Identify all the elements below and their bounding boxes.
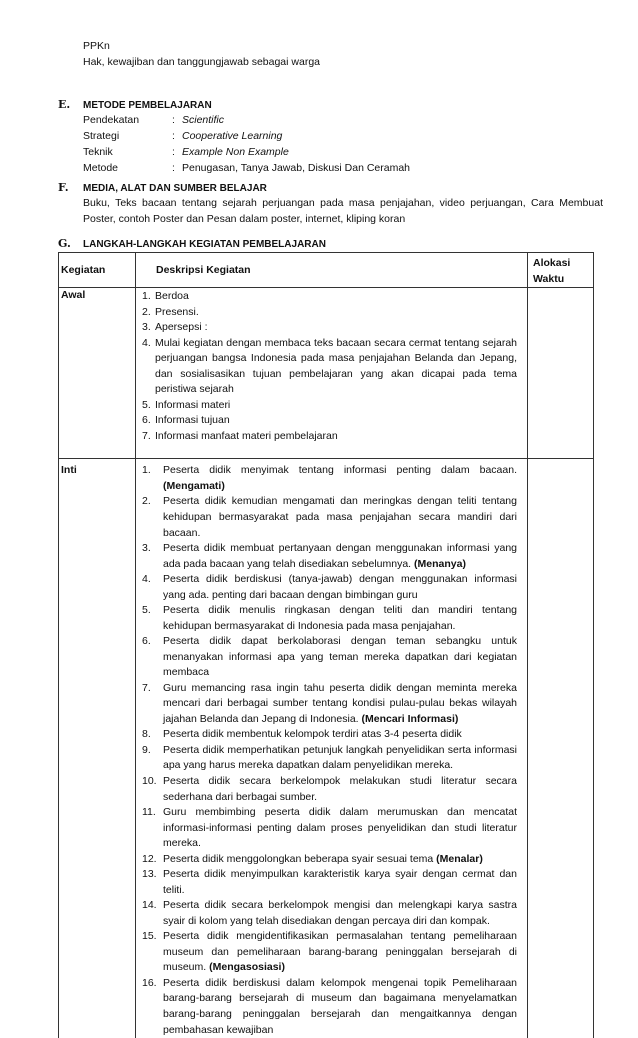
item-number: 2. bbox=[142, 305, 151, 318]
section-f-heading bbox=[58, 180, 603, 196]
item-body: Peserta didik menulis ringkasan dengan teliti dan mandiri tentang kehidupan bermasyarakat di Indonesia pada masa penjajahan. bbox=[163, 604, 517, 632]
item-body: Peserta didik mengidentifikasikan permasalahan tentang pemeliharaan museum dan pemeliharaan barang-barang peninggalan bersejarah di museum. bbox=[163, 930, 517, 974]
item-body: Informasi manfaat materi pembelajaran bbox=[155, 429, 338, 442]
colon: : bbox=[172, 114, 175, 126]
kegiatan-awal: Awal bbox=[59, 288, 136, 459]
item-text bbox=[155, 305, 517, 321]
list-item bbox=[142, 852, 517, 868]
list-item bbox=[142, 398, 517, 414]
item-text bbox=[163, 572, 517, 603]
list-item bbox=[142, 603, 517, 634]
method-value: Scientific bbox=[182, 114, 225, 126]
method-key: Teknik bbox=[83, 146, 113, 158]
section-f-letter: F. bbox=[58, 181, 69, 194]
item-body: Peserta didik kemudian mengamati dan meringkas dengan teliti tentang kehidupan bermasyarakat pada masa penjajahan secara mandiri dari bacaan. bbox=[163, 495, 517, 539]
topic-line: Hak, kewajiban dan tanggungjawab sebagai warga bbox=[83, 56, 320, 68]
item-text bbox=[163, 976, 517, 1038]
media-text: Buku, Teks bacaan tentang sejarah perjuangan pada masa penjajahan, video perjuangan, Cara Membuat Poster, contoh Poster dan Pesan dalam poster, internet, kliping koran bbox=[83, 197, 603, 225]
item-body: Informasi tujuan bbox=[155, 414, 230, 427]
subject-line: PPKn bbox=[83, 40, 110, 52]
method-value: Cooperative Learning bbox=[182, 130, 283, 142]
item-text bbox=[155, 320, 517, 336]
method-row bbox=[83, 113, 603, 129]
item-number: 4. bbox=[142, 573, 151, 586]
item-text bbox=[155, 398, 517, 414]
item-body: Peserta didik dapat berkolaborasi dengan teman sebangku untuk menanyakan informasi apa yang teman mereka dapatkan dari kegiatan membaca bbox=[163, 635, 517, 679]
inti-list bbox=[142, 461, 517, 1038]
list-item bbox=[142, 494, 517, 541]
item-body: Guru membimbing peserta didik dalam merumuskan dan mencatat informasi-informasi penting dalam proses penyelidikan dan studi literatur mereka. bbox=[163, 806, 517, 850]
item-text bbox=[163, 929, 517, 976]
item-number: 7. bbox=[142, 681, 151, 694]
item-number: 7. bbox=[142, 429, 151, 442]
item-text bbox=[163, 867, 517, 898]
activity-tag: (Mencari Informasi) bbox=[361, 712, 459, 725]
item-body: Peserta didik menggolongkan beberapa syair sesuai tema bbox=[163, 852, 434, 865]
item-body: Peserta didik membentuk kelompok terdiri atas 3-4 peserta didik bbox=[163, 728, 462, 741]
list-item bbox=[142, 413, 517, 429]
item-body: Presensi. bbox=[155, 305, 199, 318]
awal-list bbox=[142, 288, 517, 452]
section-g-letter: G. bbox=[58, 237, 71, 250]
method-key: Strategi bbox=[83, 130, 120, 142]
item-body: Guru memancing rasa ingin tahu peserta didik dengan meminta mereka mencari dari berbagai sumber tentang kondisi pulau-pulau bekas wilayah jajahan Belanda dan Jepang di Indonesia. bbox=[163, 681, 517, 725]
activities-table bbox=[58, 252, 594, 1038]
list-item bbox=[142, 681, 517, 728]
item-text bbox=[163, 774, 517, 805]
item-text bbox=[155, 289, 517, 305]
item-text bbox=[163, 805, 517, 852]
header-kegiatan: Kegiatan bbox=[59, 253, 136, 288]
item-text bbox=[163, 463, 517, 494]
item-number: 5. bbox=[142, 604, 151, 617]
item-body: Peserta didik menyimpulkan karakteristik karya syair dengan cermat dan teliti. bbox=[163, 868, 517, 896]
method-value: Example Non Example bbox=[182, 146, 289, 158]
method-value: Penugasan, Tanya Jawab, Diskusi Dan Ceramah bbox=[182, 162, 411, 174]
section-g-heading bbox=[58, 236, 603, 252]
colon: : bbox=[172, 146, 175, 158]
method-key: Metode bbox=[83, 162, 119, 174]
table-header-row bbox=[59, 253, 594, 288]
item-body: Peserta didik berdiskusi (tanya-jawab) dengan menggunakan informasi yang ada. penting dari bacaan dengan bimbingan guru bbox=[163, 573, 517, 601]
list-item bbox=[142, 541, 517, 572]
item-number: 15. bbox=[142, 930, 157, 943]
colon: : bbox=[172, 162, 175, 174]
list-item bbox=[142, 727, 517, 743]
list-item bbox=[142, 976, 517, 1038]
section-e-heading bbox=[58, 97, 603, 113]
section-g-title: LANGKAH-LANGKAH KEGIATAN PEMBELAJARAN bbox=[83, 239, 326, 250]
item-text bbox=[163, 898, 517, 929]
list-item bbox=[142, 805, 517, 852]
deskripsi-awal bbox=[136, 288, 528, 459]
list-item bbox=[142, 336, 517, 398]
item-text bbox=[163, 727, 517, 743]
table-row-inti bbox=[59, 459, 594, 1038]
activity-tag: (Mengasosiasi) bbox=[209, 961, 285, 974]
item-number: 13. bbox=[142, 868, 157, 881]
item-number: 12. bbox=[142, 852, 157, 865]
item-text bbox=[163, 634, 517, 681]
header-block bbox=[83, 39, 603, 71]
item-number: 6. bbox=[142, 414, 151, 427]
item-text bbox=[155, 429, 517, 445]
list-item bbox=[142, 774, 517, 805]
item-text bbox=[163, 603, 517, 634]
item-text bbox=[155, 413, 517, 429]
header-alokasi: Alokasi Waktu bbox=[528, 253, 594, 288]
alokasi-awal bbox=[528, 288, 594, 459]
item-text bbox=[163, 681, 517, 728]
item-body: Mulai kegiatan dengan membaca teks bacaan secara cermat tentang sejarah perjuangan bangsa Indonesia pada masa penjajahan Belanda dan Jepang, dan sosialisasikan tujuan pembelajaran yang akan dicapai pada tema peristiwa sejarah bbox=[155, 336, 517, 396]
item-number: 1. bbox=[142, 464, 151, 477]
list-item bbox=[142, 305, 517, 321]
item-number: 3. bbox=[142, 321, 151, 334]
kegiatan-inti: Inti bbox=[59, 459, 136, 1038]
section-e bbox=[58, 97, 603, 177]
item-number: 9. bbox=[142, 743, 151, 756]
item-number: 2. bbox=[142, 495, 151, 508]
item-number: 1. bbox=[142, 290, 151, 303]
section-g bbox=[58, 236, 603, 252]
section-f bbox=[58, 180, 603, 227]
method-key: Pendekatan bbox=[83, 114, 140, 126]
item-body: Peserta didik memperhatikan petunjuk langkah penyelidikan serta informasi apa yang harus mereka dapatkan dalam penyelidikan mereka. bbox=[163, 743, 517, 772]
item-body: Informasi materi bbox=[155, 398, 231, 411]
item-body: Apersepsi : bbox=[155, 321, 208, 334]
item-text bbox=[155, 336, 517, 398]
list-item bbox=[142, 320, 517, 336]
section-e-title: METODE PEMBELAJARAN bbox=[83, 100, 212, 111]
item-number: 14. bbox=[142, 899, 157, 912]
list-item bbox=[142, 289, 517, 305]
method-row bbox=[83, 145, 603, 161]
alokasi-inti bbox=[528, 459, 594, 1038]
item-body: Peserta didik secara berkelompok melakukan studi literatur secara sederhana dari berbagai sumber. bbox=[163, 775, 517, 803]
colon: : bbox=[172, 130, 175, 142]
item-number: 8. bbox=[142, 728, 151, 741]
section-e-letter: E. bbox=[58, 98, 71, 111]
item-text bbox=[163, 852, 517, 868]
method-row bbox=[83, 129, 603, 145]
list-item bbox=[142, 463, 517, 494]
item-number: 11. bbox=[142, 806, 156, 819]
item-text bbox=[163, 541, 517, 572]
deskripsi-inti bbox=[136, 459, 528, 1038]
list-item bbox=[142, 429, 517, 445]
item-body: Peserta didik menyimak tentang informasi penting dalam bacaan. bbox=[163, 464, 517, 477]
item-text bbox=[163, 743, 517, 774]
list-item bbox=[142, 743, 517, 774]
list-item bbox=[142, 898, 517, 929]
item-number: 5. bbox=[142, 398, 151, 411]
item-body: Peserta didik berdiskusi dalam kelompok mengenai topik Pemeliharaan barang-barang bersejarah di museum dan bagaimana menyelamatkan barang-barang peninggalan bersejarah dan mengaitkannya dengan pembahasan kewajiban bbox=[163, 976, 517, 1036]
item-number: 4. bbox=[142, 336, 151, 349]
header-deskripsi: Deskripsi Kegiatan bbox=[136, 253, 528, 288]
item-number: 6. bbox=[142, 635, 151, 648]
item-body: Peserta didik secara berkelompok mengisi dan melengkapi karya sastra syair di kolom yang telah disediakan dengan percaya diri dan kompak. bbox=[163, 899, 517, 927]
item-number: 10. bbox=[142, 775, 157, 787]
list-item bbox=[142, 929, 517, 976]
activity-tag: (Menalar) bbox=[436, 852, 483, 865]
list-item bbox=[142, 634, 517, 681]
activity-tag: (Mengamati) bbox=[163, 479, 225, 492]
table-row-awal bbox=[59, 288, 594, 459]
list-item bbox=[142, 572, 517, 603]
method-row bbox=[83, 161, 603, 177]
activity-tag: (Menanya) bbox=[414, 557, 466, 570]
item-body: Berdoa bbox=[155, 290, 189, 303]
section-f-title: MEDIA, ALAT DAN SUMBER BELAJAR bbox=[83, 183, 267, 194]
item-number: 3. bbox=[142, 542, 151, 555]
item-body: Peserta didik membuat pertanyaan dengan menggunakan informasi yang ada pada bacaan yang telah disediakan sebelumnya. bbox=[163, 542, 517, 570]
item-text bbox=[163, 494, 517, 541]
list-item bbox=[142, 867, 517, 898]
item-number: 16. bbox=[142, 976, 157, 989]
